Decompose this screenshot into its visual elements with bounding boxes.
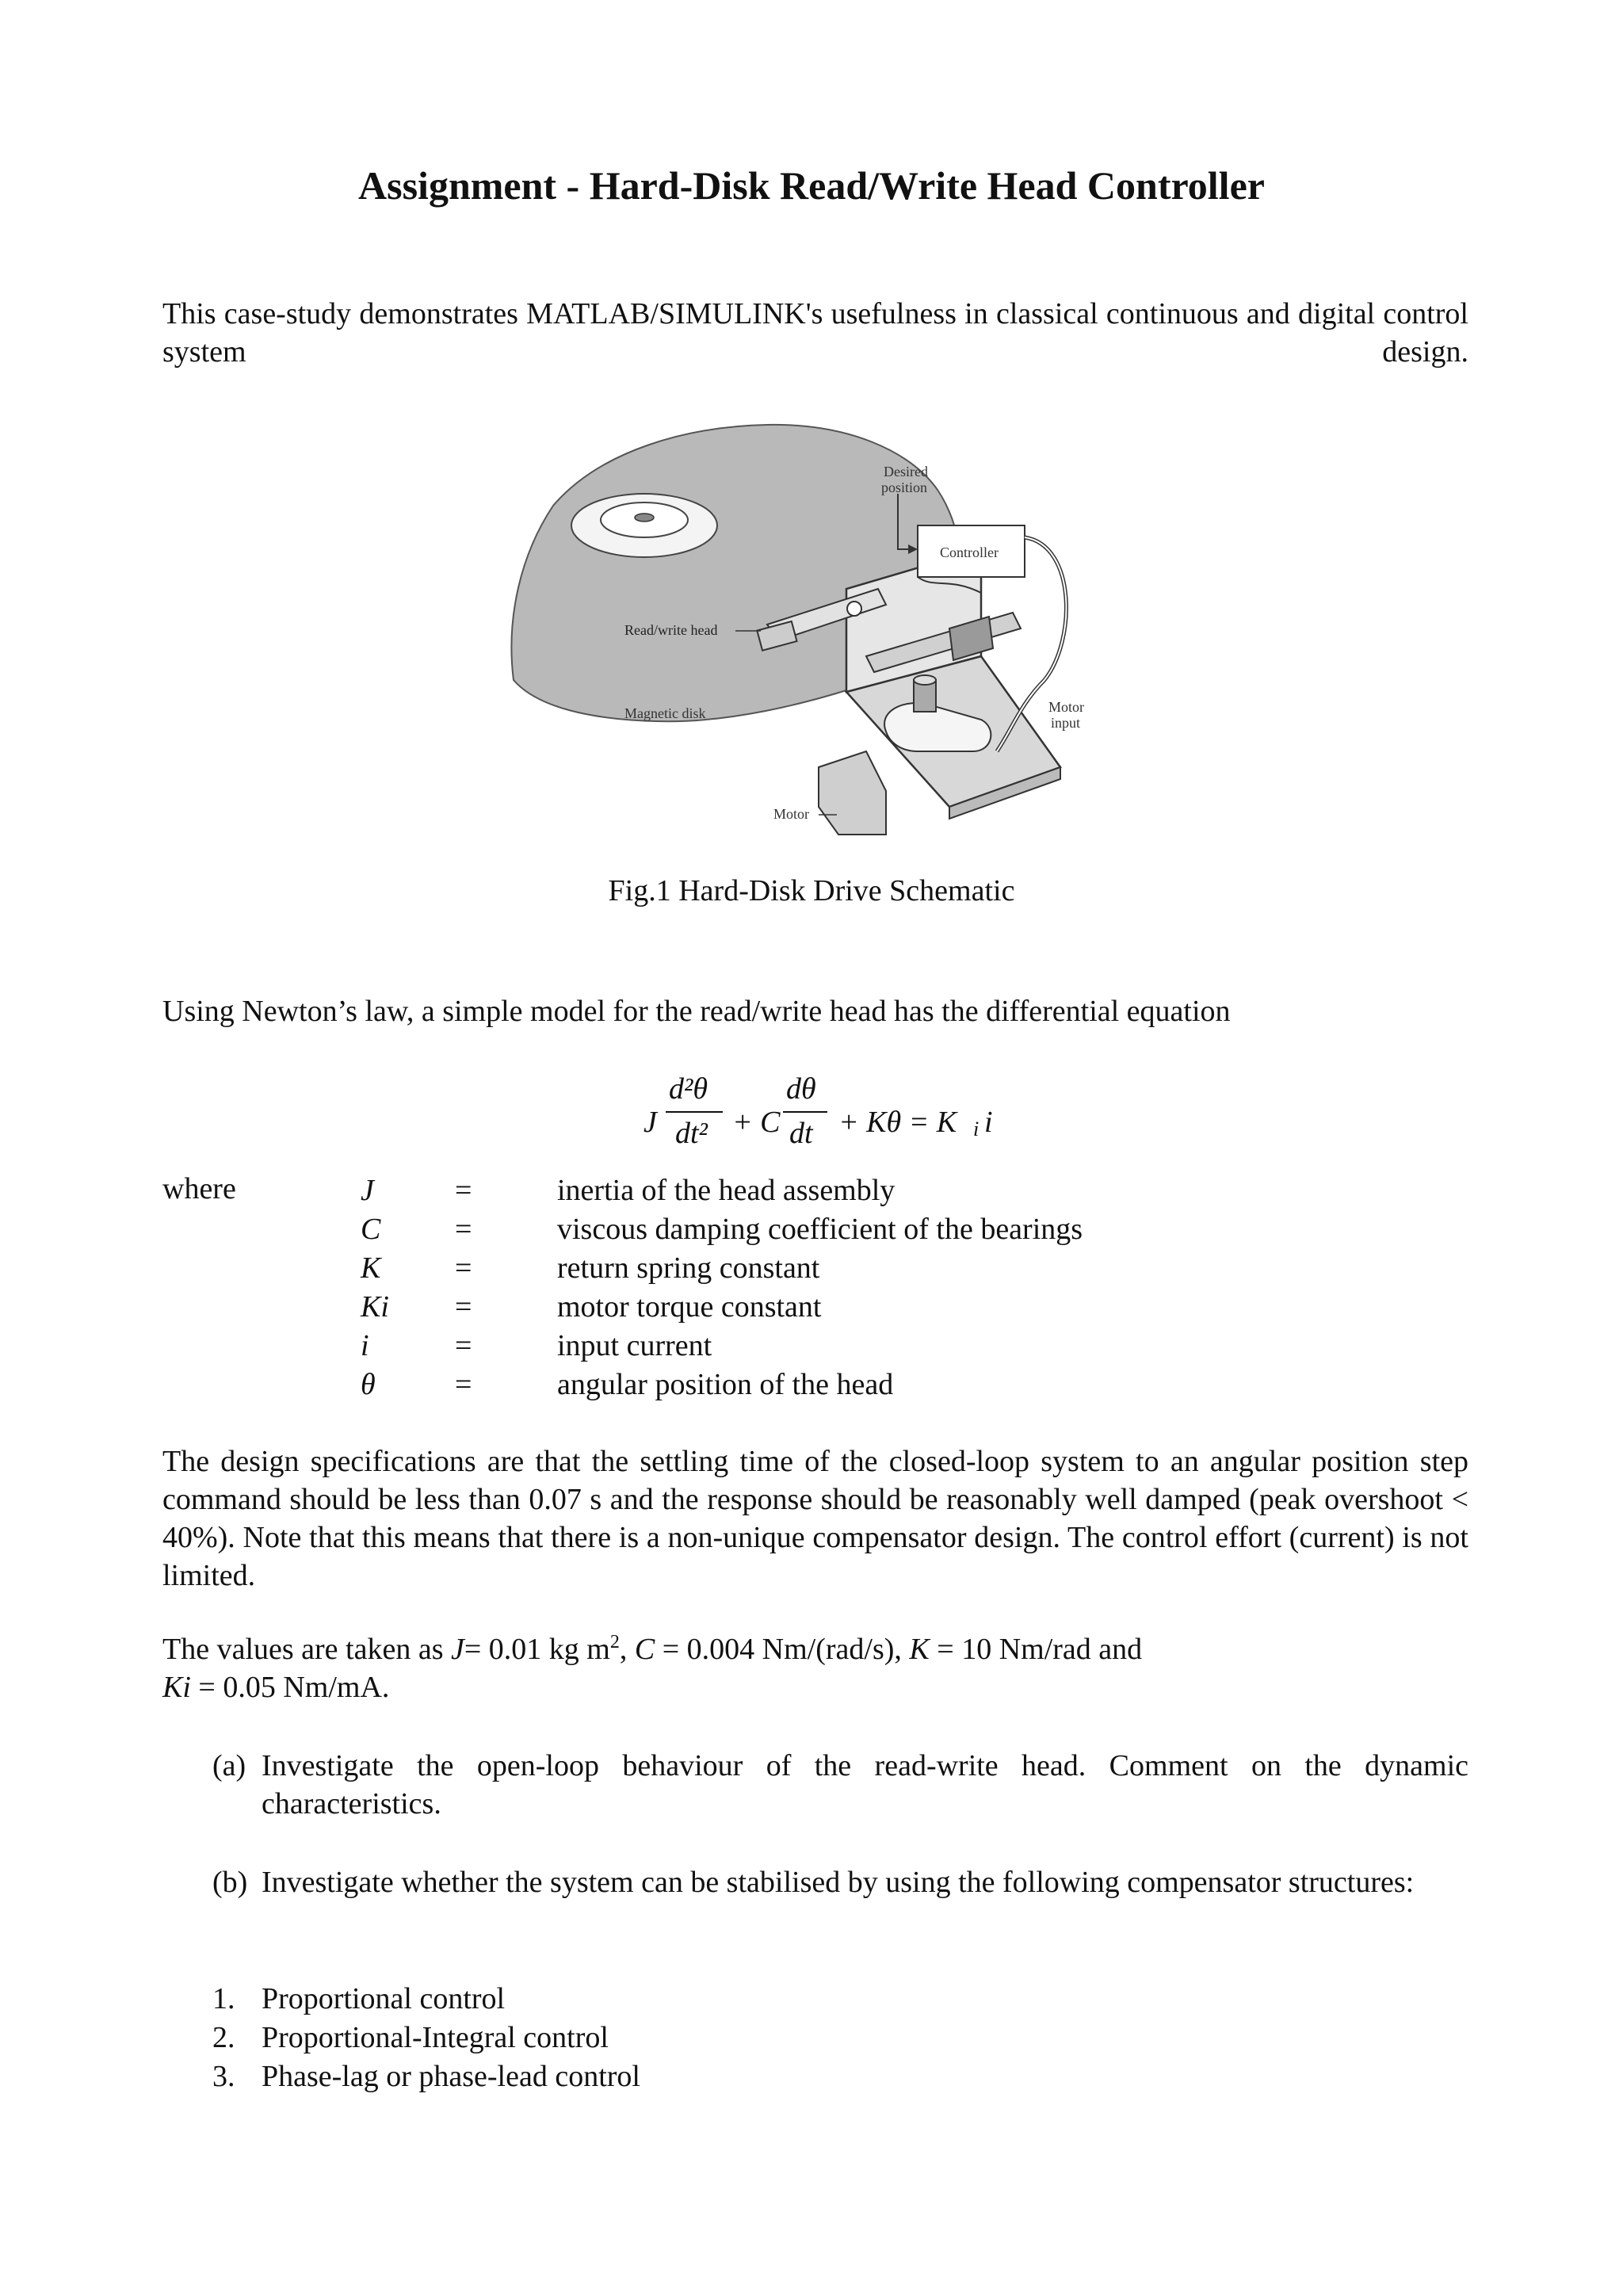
variable-description: input current (557, 1329, 712, 1362)
where-label: where (162, 1172, 236, 1205)
label-position: position (881, 479, 928, 495)
eq-dt: dt (789, 1117, 813, 1150)
eq-dtheta: dθ (786, 1072, 816, 1106)
task-marker: (a) (212, 1749, 246, 1782)
values-j-value: = 0.01 kg m (464, 1633, 610, 1666)
newton-paragraph: Using Newton’s law, a simple model for the read/write head has the differential equation (162, 995, 1231, 1028)
variable-symbol: i (361, 1329, 369, 1362)
variable-symbol: Ki (361, 1290, 389, 1324)
eq-J: J (643, 1106, 657, 1139)
structure-item (212, 1980, 505, 2018)
values-k-value: = 10 Nm/rad and (929, 1633, 1143, 1666)
eq-i: i (984, 1106, 993, 1139)
figure-caption: Fig.1 Hard-Disk Drive Schematic (608, 874, 1015, 907)
values-k-symbol: K (909, 1633, 930, 1666)
values-c-symbol: C (634, 1633, 655, 1666)
structure-marker: 1. (212, 1982, 235, 2015)
label-motor-input-1: Motor (1048, 699, 1084, 715)
variable-symbol: C (361, 1213, 381, 1246)
values-j-exponent: 2 (609, 1632, 620, 1652)
values-j-symbol: J (451, 1633, 464, 1666)
structure-item (212, 2019, 609, 2057)
variable-description: inertia of the head assembly (557, 1174, 896, 1207)
task-item (212, 1747, 1468, 1823)
values-paragraph: The values are taken as J= 0.01 kg $m^2$, C = 0.004 Nm/(rad/s), K = 10 Nm/rad and Ki = 0.05 Nm/mA. (162, 1632, 1143, 1704)
specifications-paragraph: The design specifications are that the settling time of the closed-loop system to an angular position step command should be less than 0.07 s and the response should be reasonably well damped (peak overshoot < 40%). Note that this means that there is a non-unique compensator design. The control effort (current) is not limited. (162, 1445, 1468, 1592)
eq-i-subscript: i (973, 1117, 980, 1140)
disk-spindle (635, 514, 654, 521)
structure-item (212, 2057, 640, 2095)
variable-equals: = (455, 1290, 472, 1324)
values-c-value: = 0.004 Nm/(rad/s), (655, 1633, 910, 1666)
arm-pivot (847, 602, 861, 616)
label-motor: Motor (773, 806, 809, 822)
variable-equals: = (455, 1213, 472, 1246)
structure-marker: 3. (212, 2060, 235, 2093)
structure-text: Proportional-Integral control (262, 2021, 609, 2054)
label-read-write-head: Read/write head (624, 622, 718, 638)
spindle-top (914, 675, 936, 685)
hard-disk-schematic (506, 418, 1084, 835)
values-lead: The values are taken as (162, 1633, 451, 1666)
variable-description: return spring constant (557, 1251, 820, 1285)
task-text: Investigate the open-loop behaviour of the read-write head. Comment on the dynamic characteristics. (262, 1749, 1468, 1820)
eq-d2theta: d²θ (669, 1072, 708, 1106)
values-ki-symbol: Ki (162, 1671, 191, 1704)
values-ki-value: = 0.05 Nm/mA. (190, 1671, 390, 1704)
variable-equals: = (455, 1368, 472, 1401)
variable-equals: = (455, 1174, 472, 1207)
eq-plus-c: + C (732, 1106, 781, 1139)
eq-dt2: dt² (675, 1117, 708, 1150)
structure-text: Phase-lag or phase-lead control (262, 2060, 640, 2093)
label-desired: Desired (884, 464, 928, 479)
intro-paragraph: This case-study demonstrates MATLAB/SIMULINK's usefulness in classical continuous and digital control system design. (162, 297, 1468, 369)
fraction-bar-1 (666, 1111, 723, 1113)
label-controller: Controller (940, 544, 999, 560)
variable-description: motor torque constant (557, 1290, 822, 1324)
variable-equals: = (455, 1329, 472, 1362)
task-marker: (b) (212, 1866, 248, 1899)
eq-rhs: + Kθ = K (838, 1106, 957, 1139)
variable-equals: = (455, 1251, 472, 1285)
variable-description: angular position of the head (557, 1368, 894, 1401)
label-motor-input-2: input (1051, 715, 1081, 731)
label-magnetic-disk: Magnetic disk (624, 705, 706, 721)
task-item (212, 1863, 1468, 1939)
variable-description: viscous damping coefficient of the bearings (557, 1213, 1083, 1246)
page-title: Assignment - Hard-Disk Read/Write Head Controller (358, 163, 1265, 208)
differential-equation (643, 1072, 1040, 1182)
fraction-bar-2 (783, 1111, 827, 1113)
motor-body (819, 751, 886, 835)
variable-symbol: K (361, 1251, 381, 1285)
variable-symbol: J (361, 1174, 374, 1207)
task-text: Investigate whether the system can be stabilised by using the following compensator structures: (262, 1866, 1415, 1899)
structure-text: Proportional control (262, 1982, 506, 2015)
structure-marker: 2. (212, 2021, 235, 2054)
variable-symbol: θ (361, 1368, 376, 1401)
